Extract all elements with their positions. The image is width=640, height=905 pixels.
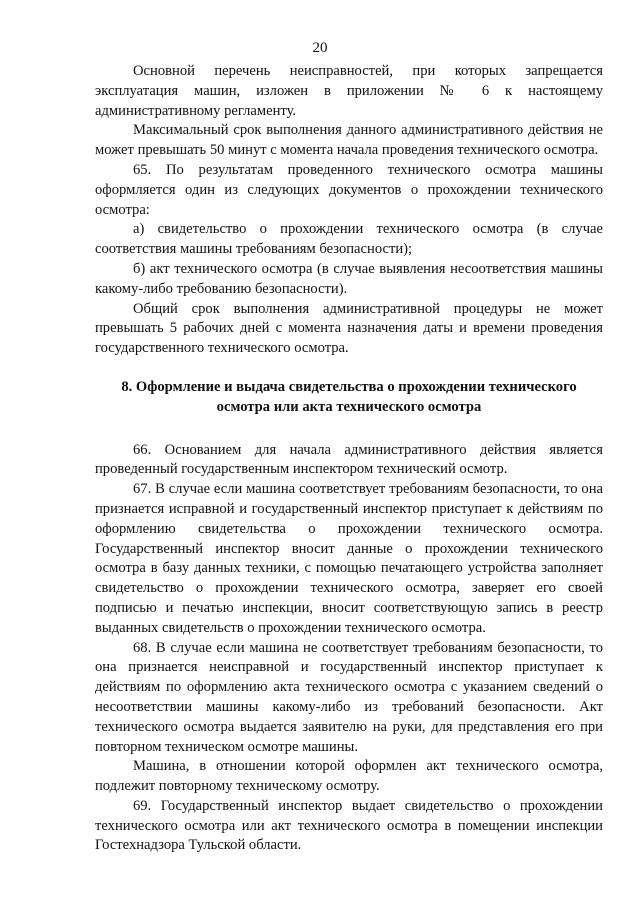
paragraph-repeat-inspection: Машина, в отношении которой оформлен акт технического осмотра, подлежит повторному техническому осмотру.: [95, 758, 603, 795]
paragraph-item-68: 68. В случае если машина не соответствует требованиям безопасности, то она признается неисправной и государственный инспектор приступает к действиям по оформлению акта технического осмотра с указанием сведений о несоответствии машины какому-либо из требований безопасности. Акт технического осмотра выдается заявителю на руки, для представления его при повторном техническом осмотре машины.: [95, 639, 603, 755]
paragraph-item-65: 65. По результатам проведенного технического осмотра машины оформляется один из следующих документов о прохождении технического осмотра:: [95, 161, 603, 218]
section-heading-line-1: 8. Оформление и выдача свидетельства о прохождении технического: [121, 378, 577, 395]
paragraph-item-65-a: а) свидетельство о прохождении технического осмотра (в случае соответствия машины требованиям безопасности);: [95, 221, 603, 258]
paragraph-max-duration: Максимальный срок выполнения данного административного действия не может превышать 50 минут с момента начала проведения технического осмотра.: [95, 122, 603, 159]
paragraph-item-65-b: б) акт технического осмотра (в случае выявления несоответствия машины какому-либо требованию безопасности).: [95, 260, 603, 297]
paragraph-item-67: 67. В случае если машина соответствует требованиям безопасности, то она признается исправной и государственный инспектор приступает к действиям по оформлению свидетельства о прохождении технического осмотра. Государственный инспектор вносит данные о прохождении технического осмотра в базу данных техники, с помощью печатающего устройства заполняет свидетельство о прохождении технического осмотра, заверяет его своей подписью и печатью инспекции, вносит соответствующую запись в реестр выданных свидетельств о прохождении технического осмотра.: [95, 481, 603, 636]
paragraph-item-69: 69. Государственный инспектор выдает свидетельство о прохождении технического осмотра или акт технического осмотра в помещении инспекции Гостехнадзора Тульской области.: [95, 797, 603, 854]
section-heading-line-2: осмотра или акта технического осмотра: [216, 398, 482, 415]
paragraph-main-faults-list: Основной перечень неисправностей, при которых запрещается эксплуатация машин, изложен в приложении № 6 к настоящему административному регламенту.: [95, 63, 603, 119]
page-number: 20: [312, 40, 328, 56]
document-body: [95, 62, 603, 856]
paragraph-item-66: 66. Основанием для начала административного действия является проведенный государственным инспектором технический осмотр.: [95, 441, 603, 478]
section-heading-8: [95, 378, 603, 418]
paragraph-total-duration: Общий срок выполнения административной процедуры не может превышать 5 рабочих дней с момента назначения даты и времени проведения государственного технического осмотра.: [95, 300, 603, 357]
